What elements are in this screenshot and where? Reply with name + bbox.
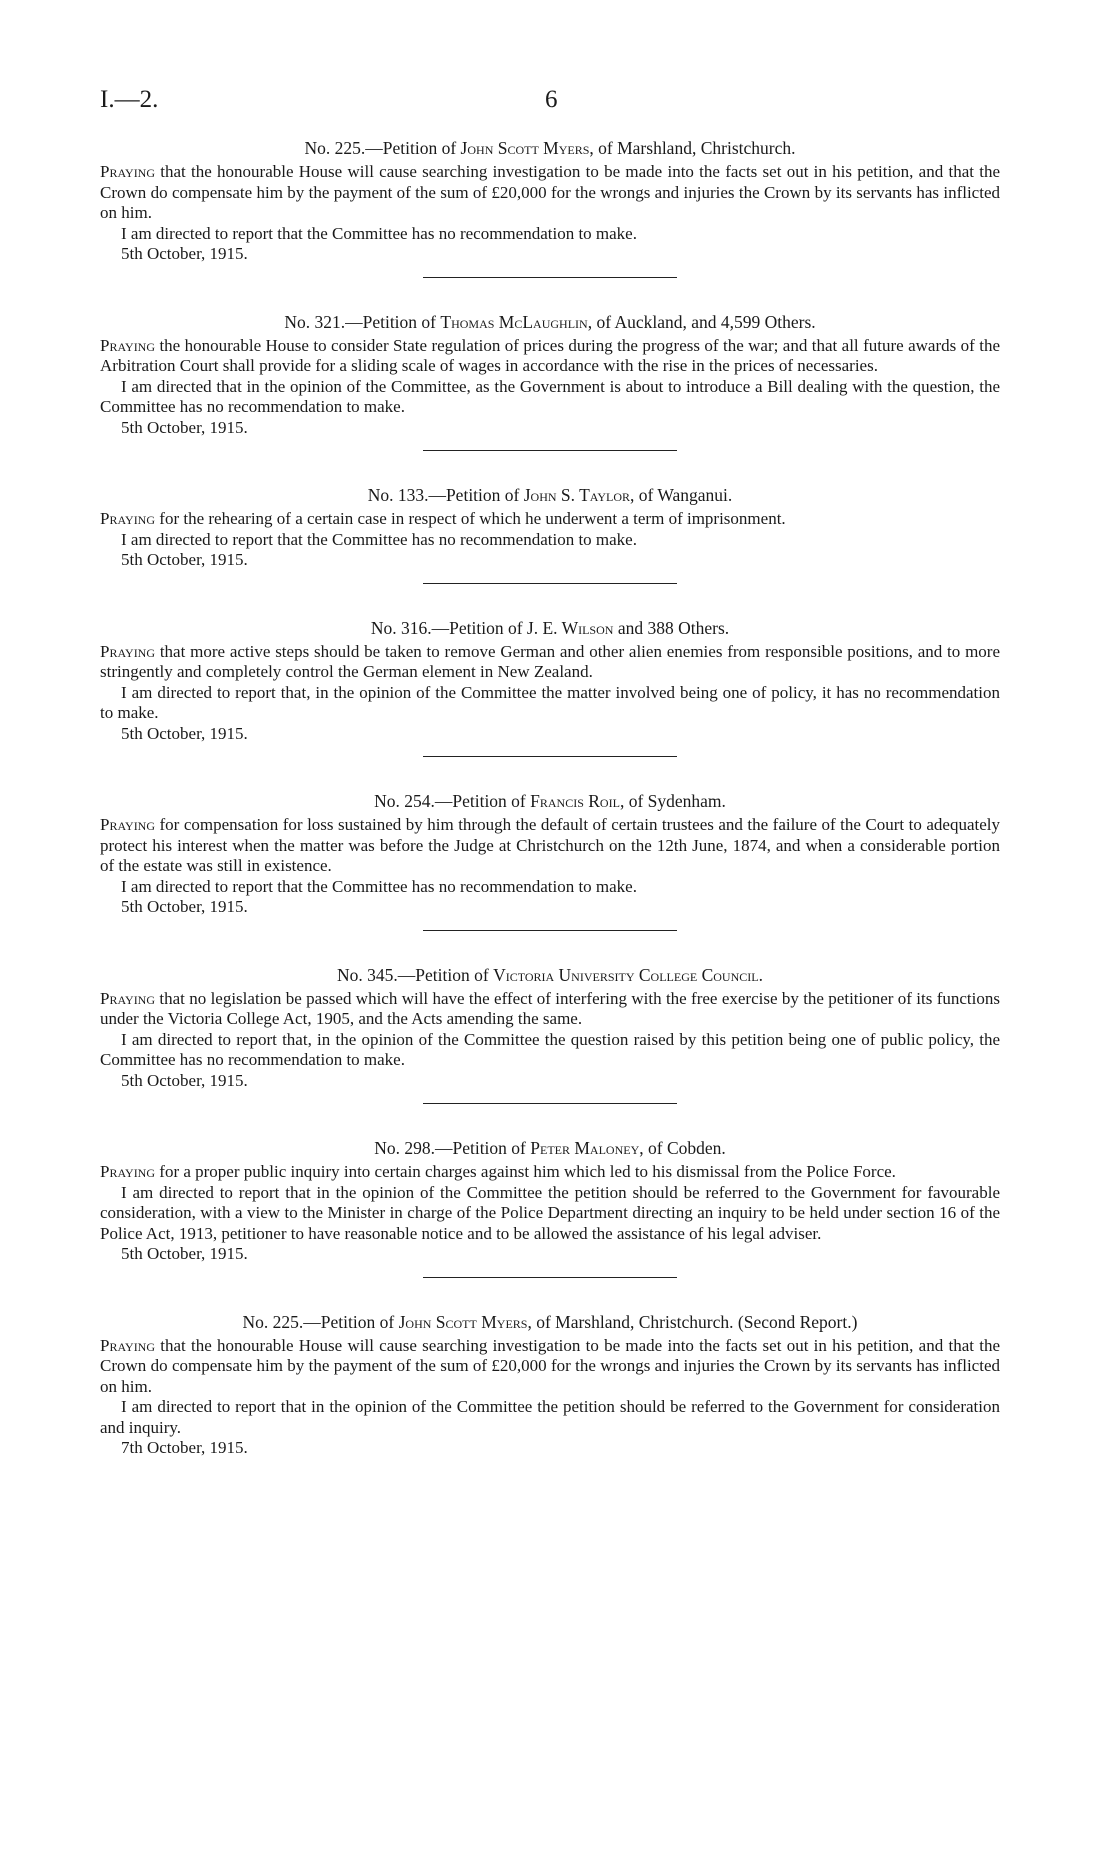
committee-report: I am directed to report that in the opinion of the Committee the petition should be referred to the Government for consideration and inquiry.: [100, 1397, 1000, 1437]
petitioner-name: John Scott Myers: [398, 1311, 528, 1332]
page-number: 6: [545, 86, 558, 113]
petitioner-location: , of Cobden.: [639, 1138, 726, 1158]
report-date: 7th October, 1915.: [121, 1438, 248, 1457]
document-reference: I.—2.: [100, 86, 159, 113]
petition-title: [100, 789, 1000, 813]
report-date: 5th October, 1915.: [121, 244, 248, 263]
praying-word: Praying: [100, 988, 156, 1008]
report-date: 5th October, 1915.: [121, 550, 248, 569]
petition-title: [100, 616, 1000, 640]
petition-entry: [100, 789, 1000, 931]
committee-report: I am directed to report that, in the opinion of the Committee the question raised by this petition being one of public policy, the Committee has no recommendation to make.: [100, 1029, 1000, 1069]
petition-number: No. 316.—Petition of: [370, 617, 527, 638]
praying-paragraph: [100, 815, 1000, 877]
praying-word: Praying: [100, 509, 156, 528]
petition-entry: [100, 1310, 1000, 1459]
petitions-list: [100, 136, 1000, 1459]
petition-number: No. 321.—Petition of: [284, 311, 441, 332]
petitioner-name: Peter Maloney: [530, 1138, 640, 1158]
committee-report: I am directed to report that, in the opinion of the Committee the matter involved being one of policy, it has no recommendation to make.: [100, 682, 1000, 722]
petitioner-location: , of Wanganui.: [630, 485, 733, 505]
petition-entry: [100, 1136, 1000, 1278]
praying-paragraph: [100, 642, 1000, 683]
petition-entry: [100, 616, 1000, 758]
petition-number: No. 345.—Petition of: [337, 964, 494, 985]
petitioner-location: and 388 Others.: [613, 617, 730, 638]
petition-number: No. 225.—Petition of: [304, 138, 461, 158]
section-divider: [423, 450, 677, 451]
praying-paragraph: [100, 1162, 1000, 1183]
praying-paragraph: [100, 1336, 1000, 1398]
committee-report: I am directed that in the opinion of the Committee, as the Government is about to introduce a Bill dealing with the question, the Committee has no recommendation to make.: [100, 376, 1000, 416]
committee-report: I am directed to report that the Committee has no recommendation to make.: [121, 529, 637, 549]
praying-text: the honourable House to consider State regulation of prices during the progress of the war; and that all future awards of the Arbitration Court shall provide for a sliding scale of wages in accordance with the rise in the prices of necessaries.: [100, 335, 1000, 375]
petitioner-location: , of Marshland, Christchurch.: [589, 138, 796, 158]
petition-number: No. 298.—Petition of: [374, 1138, 531, 1158]
petitioner-name: J. E. Wilson: [526, 617, 614, 638]
petition-entry: [100, 483, 1000, 584]
petition-title: [100, 1310, 1000, 1334]
petitioner-location: , of Sydenham.: [619, 791, 726, 811]
praying-word: Praying: [100, 335, 156, 355]
page-header: [100, 86, 1000, 126]
petitioner-location: , of Marshland, Christchurch. (Second Report.): [527, 1311, 858, 1332]
praying-paragraph: [100, 162, 1000, 224]
report-date: 5th October, 1915.: [121, 723, 248, 743]
praying-text: for compensation for loss sustained by him through the default of certain trustees and the failure of the Court to adequately protect his interest when the matter was before the Judge at Christchurch on the 12th June, 1874, and when a considerable portion of the estate was still in existence.: [100, 815, 1000, 875]
section-divider: [423, 277, 677, 278]
petition-title: [100, 1136, 1000, 1160]
petitioner-name: John Scott Myers: [460, 138, 590, 158]
report-date: 5th October, 1915.: [121, 1070, 248, 1090]
praying-text: for a proper public inquiry into certain charges against him which led to his dismissal from the Police Force.: [155, 1162, 896, 1181]
petition-title: [100, 310, 1000, 334]
committee-report: I am directed to report that the Committee has no recommendation to make.: [121, 223, 637, 243]
report-date: 5th October, 1915.: [121, 897, 248, 916]
petitioner-name: Thomas McLaughlin: [440, 311, 588, 332]
section-divider: [423, 756, 677, 757]
section-divider: [423, 1277, 677, 1278]
praying-text: that the honourable House will cause searching investigation to be made into the facts set out in his petition, and that the Crown do compensate him by the payment of the sum of £20,000 for the wrongs and injuries the Crown by its servants has inflicted on him.: [100, 1335, 1000, 1396]
petition-number: No. 225.—Petition of: [242, 1311, 399, 1332]
praying-paragraph: [100, 336, 1000, 377]
praying-paragraph: [100, 509, 1000, 530]
praying-word: Praying: [100, 641, 156, 661]
petitioner-name: Victoria University College Council: [493, 964, 759, 985]
praying-text: that the honourable House will cause searching investigation to be made into the facts set out in his petition, and that the Crown do compensate him by the payment of the sum of £20,000 for the wrongs and injuries the Crown by its servants has inflicted on him.: [100, 162, 1000, 222]
petition-entry: [100, 136, 1000, 278]
praying-text: that more active steps should be taken to remove German and other alien enemies from responsible positions, and to more stringently and completely control the German element in New Zealand.: [100, 641, 1000, 681]
petitioner-name: Francis Roil: [530, 791, 620, 811]
praying-word: Praying: [100, 162, 156, 181]
petition-entry: [100, 963, 1000, 1105]
petition-number: No. 133.—Petition of: [367, 485, 524, 505]
report-date: 5th October, 1915.: [121, 417, 248, 437]
petitioner-location: .: [758, 964, 763, 985]
committee-report: I am directed to report that in the opinion of the Committee the petition should be referred to the Government for favourable consideration, with a view to the Minister in charge of the Police Department directing an inquiry to be held under section 16 of the Police Act, 1913, petitioner to have reasonable notice and to be allowed the assistance of his legal adviser.: [100, 1182, 1000, 1243]
petition-title: [100, 136, 1000, 160]
report-date: 5th October, 1915.: [121, 1244, 248, 1263]
section-divider: [423, 583, 677, 584]
section-divider: [423, 930, 677, 931]
petitioner-name: John S. Taylor: [523, 485, 631, 505]
section-divider: [423, 1103, 677, 1104]
petition-entry: [100, 310, 1000, 452]
petition-number: No. 254.—Petition of: [374, 791, 531, 811]
petitioner-location: , of Auckland, and 4,599 Others.: [587, 311, 816, 332]
praying-paragraph: [100, 989, 1000, 1030]
committee-report: I am directed to report that the Committee has no recommendation to make.: [121, 876, 637, 896]
praying-word: Praying: [100, 1335, 156, 1355]
petition-title: [100, 483, 1000, 507]
praying-text: for the rehearing of a certain case in respect of which he underwent a term of imprisonment.: [155, 509, 786, 528]
petition-title: [100, 963, 1000, 987]
praying-word: Praying: [100, 1162, 156, 1181]
praying-word: Praying: [100, 815, 156, 834]
praying-text: that no legislation be passed which will have the effect of interfering with the free exercise by the petitioner of its functions under the Victoria College Act, 1905, and the Acts amending the same.: [100, 988, 1000, 1028]
